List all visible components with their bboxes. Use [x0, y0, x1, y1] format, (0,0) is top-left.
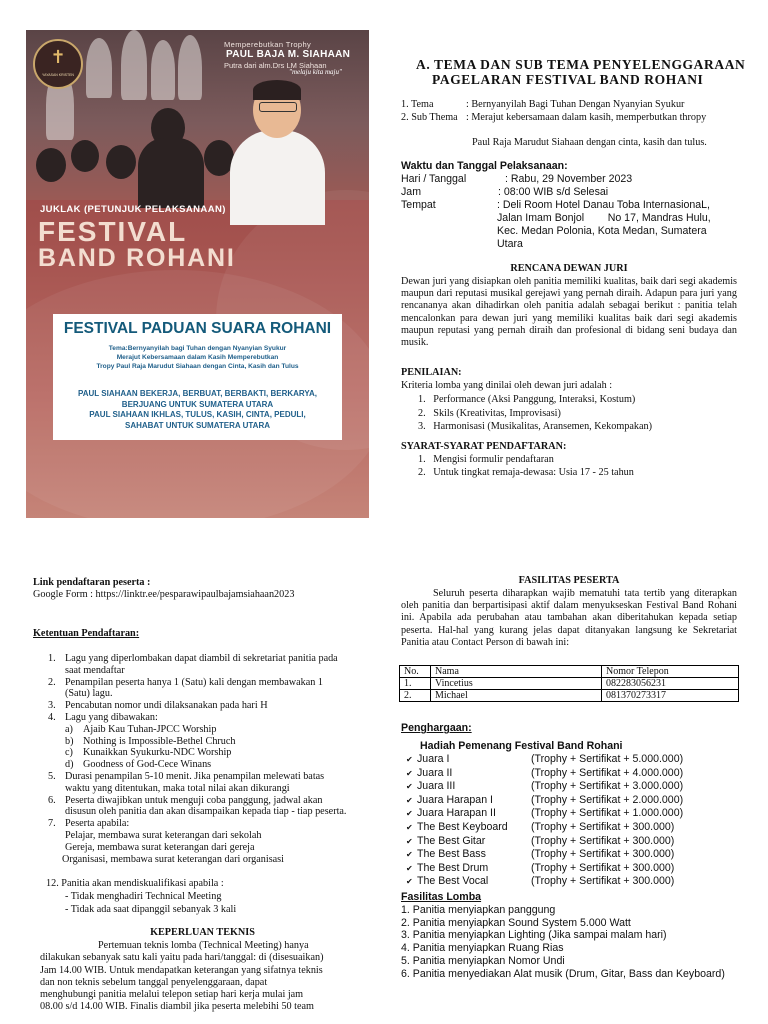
tempat-value: : Deli Room Hotel Danau Toba InternasionaL, Jalan Imam Bonjol No 17, Mandras Hulu, Kec. Medan Polonia, Kota Medan, Sumatera Utara: [497, 199, 711, 250]
tempat-label: Tempat: [401, 199, 436, 211]
check-icon: ✔: [406, 877, 413, 887]
tema-value: : Bernyanyilah Bagi Tuhan Dengan Nyanyian Syukur: [466, 99, 685, 110]
check-icon: ✔: [406, 836, 413, 846]
box-title: FESTIVAL PADUAN SUARA ROHANI: [63, 320, 332, 337]
prize-row: ✔ The Best Bass (Trophy + Sertifikat + 300.000): [406, 848, 675, 861]
dewan-heading: RENCANA DEWAN JURI: [510, 263, 628, 274]
poster-logo: ✝ YAYASAN KRISTEN: [33, 39, 83, 89]
prize-row: ✔ Juara Harapan II (Trophy + Sertifikat + 1.000.000): [406, 807, 684, 820]
check-icon: ✔: [406, 809, 413, 819]
prize-list: [406, 753, 683, 889]
penilaian-intro: Kriteria lomba yang dinilai oleh dewan juri adalah :: [401, 380, 613, 391]
check-icon: ✔: [406, 850, 413, 860]
ketentuan-list: [48, 653, 372, 865]
tema-heading-2: PAGELARAN FESTIVAL BAND ROHANI: [432, 72, 704, 87]
fasilitas-heading: FASILITAS PESERTA: [518, 575, 620, 586]
ketentuan-item: 3. Pencabutan nomor undi dilaksanakan pada hari H: [48, 700, 268, 712]
ketentuan-item: 1. Lagu yang diperlombakan dapat diambil di sekretariat panitia pada saat mendaftar: [48, 653, 338, 676]
jam-value: : 08:00 WIB s/d Selesai: [498, 186, 609, 198]
prize-row: ✔ Juara II (Trophy + Sertifikat + 4.000.000): [406, 766, 684, 779]
ketentuan-item: 4. Lagu yang dibawakan:: [48, 711, 158, 723]
dewan-body: Dewan juri yang disiapkan oleh panitia memiliki kualitas, baik dari segi akademis maupun dari reputasi musikal gerejawi yang pernah diraih. Adapun para juri yang rencananya akan dihadirkan oleh panitia adalah sebagai berikut : panitia telah mencalonkan para dewan juri yang memiliki kualitas baik dari segi akademis maupun reputasi yang pernah diraih dan profesional di bidang seni budaya dan musik.: [401, 276, 737, 349]
list-item: 6. Panitia menyediakan Alat musik (Drum, Gitar, Bass dan Keyboard): [401, 967, 725, 980]
table-row: 2. Michael 081370273317: [400, 690, 739, 702]
table-header-row: No. Nama Nomor Telepon: [400, 666, 739, 678]
jam-label: Jam: [401, 186, 422, 198]
man-figure: [230, 130, 325, 225]
penilaian-list: [418, 393, 652, 434]
box-slogan: PAUL SIAHAAN BEKERJA, BERBUAT, BERBAKTI, BERKARYA, BERJUANG UNTUK SUMATERA UTARA PAUL SIAHAAN IKHLAS, TULUS, KASIH, CINTA, PEDULI, SAHABAT UNTUK SUMATERA UTARA: [78, 389, 317, 430]
ketentuan-heading: Ketentuan Pendaftaran:: [33, 628, 140, 639]
box-theme: Tema:Bernyanyilah bagi Tuhan dengan Nyanyian Syukur Merajut Kebersamaan dalam Kasih Memperebutkan Tropy Paul Raja Marudut Siahaan dengan Cinta, Kasih dan Tulus: [96, 345, 299, 370]
check-icon: ✔: [406, 795, 413, 805]
prize-row: ✔ The Best Keyboard (Trophy + Sertifikat + 300.000): [406, 820, 675, 833]
syarat-item: 1. Mengisi formulir pendaftaran: [418, 454, 554, 465]
teknis-heading: KEPERLUAN TEKNIS: [150, 927, 255, 938]
prize-row: ✔ Juara I (Trophy + Sertifikat + 5.000.000): [406, 753, 684, 765]
song-item: b) Nothing is Impossible-Bethel Chruch: [65, 735, 236, 747]
syarat-item: 2. Untuk tingkat remaja-dewasa: Usia 17 - 25 tahun: [418, 466, 634, 478]
lomba-heading: Fasilitas Lomba: [401, 891, 482, 903]
ketentuan-item: 7. Peserta apabila: Pelajar, membawa surat keterangan dari sekolah Gereja, membawa surat keterangan dari gereja Organisasi, membawa surat keterangan dari organisasi: [48, 818, 284, 865]
prize-row: ✔ Juara III (Trophy + Sertifikat + 3.000.000): [406, 780, 684, 793]
song-item: d) Goodness of God-Cece Winans: [65, 759, 212, 771]
penilaian-item: 2. Skils (Kreativitas, Improvisasi): [418, 407, 561, 419]
syarat-list: [418, 454, 634, 479]
penilaian-item: 1. Performance (Aksi Panggung, Interaksi, Kostum): [418, 394, 636, 405]
teknis-body: Pertemuan teknis lomba (Technical Meeting) hanya dilakukan sebanyak satu kali yaitu pada hari/tanggal: di (disesuaikan) Jam 14.00 WIB. Untuk mendapatkan keterangan yang sifatnya teknis dan non teknis sebelum tanggal penyelenggaraan, dapat menghubungi panitia melalui telepon setiap hari kerja mulai jam 08.00 s/d 14.00 WIB. Finalis diambil jika peserta melebihi 50 team: [40, 940, 324, 1013]
trophy-sub: Putra dari alm.Drs LM Siahaan: [224, 61, 327, 70]
check-icon: ✔: [406, 755, 413, 764]
prize-row: ✔ The Best Gitar (Trophy + Sertifikat + 300.000): [406, 834, 675, 847]
check-icon: ✔: [406, 822, 413, 832]
ketentuan-item-12-subs: - Tidak menghadiri Technical Meeting - Tidak ada saat dipanggil sebanyak 3 kali: [65, 891, 237, 915]
table-row: 1. Vincetius 082283056231: [400, 678, 739, 690]
ketentuan-item: 5. Durasi penampilan 5-10 menit. Jika penampilan melewati batas waktu yang ditentukan, maka total nilai akan dikurangi: [48, 770, 325, 794]
festival-title: FESTIVAL: [38, 216, 188, 247]
list-item: 3. Panitia menyiapkan Lighting (Jika sampai malam hari): [401, 929, 667, 942]
song-list: [48, 724, 372, 771]
tema-heading-1: A. TEMA DAN SUB TEMA PENYELENGGARAAN: [416, 57, 746, 72]
hari-value: : Rabu, 29 November 2023: [505, 173, 633, 185]
fasilitas-body: Seluruh peserta diharapkan wajib mematuhi tata tertib yang diterapkan oleh panitia dan berpartisipasi aktif dalam menyukseskan Festival Band Rohani ini. Apabila ada perubahan atau tambahan akan diberitahukan kepada setiap peserta. Hal-hal yang kurang jelas dapat ditanyakan langsung ke Sekretariat Panitia atau Contact Person di bawah ini:: [401, 588, 737, 648]
ketentuan-item: 2. Penampilan peserta hanya 1 (Satu) kali dengan membawakan 1 (Satu) lagu.: [48, 676, 323, 700]
trophy-label: Memperebutkan Trophy: [224, 40, 312, 49]
prize-row: ✔ The Best Vocal (Trophy + Sertifikat + 300.000): [406, 875, 675, 888]
poster-info-box: [53, 314, 342, 440]
list-item: 5. Panitia menyiapkan Nomor Undi: [401, 954, 565, 967]
subtema-value: : Merajut kebersamaan dalam kasih, memperbutkan thropy: [466, 112, 707, 123]
subtema-cont: Paul Raja Marudut Siahaan dengan cinta, kasih dan tulus.: [472, 137, 707, 148]
trophy-name: PAUL BAJA M. SIAHAAN: [226, 49, 351, 60]
waktu-heading: Waktu dan Tanggal Pelaksanaan:: [401, 160, 568, 172]
check-icon: ✔: [406, 863, 413, 873]
song-item: a) Ajaib Kau Tuhan-JPCC Worship: [65, 723, 217, 735]
link-heading: Link pendaftaran peserta :: [33, 577, 151, 588]
syarat-heading: SYARAT-SYARAT PENDAFTARAN:: [401, 441, 567, 452]
band-rohani-title: BAND ROHANI: [38, 244, 236, 272]
hari-label: Hari / Tanggal: [401, 173, 467, 185]
penghargaan-subheading: Hadiah Pemenang Festival Band Rohani: [420, 740, 623, 752]
contact-table: [399, 665, 739, 702]
ketentuan-item: 6. Peserta diwajibkan untuk menguji coba panggung, jadwal akan disusun oleh panitia dan akan disampaikan kepada tiap - tiap peserta.: [48, 794, 347, 818]
penilaian-item: 3. Harmonisasi (Musikalitas, Aransemen, Kekompakan): [418, 421, 652, 432]
check-icon: ✔: [406, 782, 413, 792]
link-value: Google Form : https://linktr.ee/pesparawipaulbajamsiahaan2023: [33, 589, 295, 600]
prize-row: ✔ Juara Harapan I (Trophy + Sertifikat + 2.000.000): [406, 793, 684, 806]
prize-row: ✔ The Best Drum (Trophy + Sertifikat + 300.000): [406, 861, 675, 874]
subtema-label: 2. Sub Thema: [401, 112, 458, 123]
list-item: 1. Panitia menyiapkan panggung: [401, 904, 556, 916]
lomba-list: [401, 904, 725, 980]
check-icon: ✔: [406, 768, 413, 778]
list-item: 4. Panitia menyiapkan Ruang Rias: [401, 942, 564, 955]
penghargaan-heading: Penghargaan:: [401, 722, 472, 734]
juklak-title: JUKLAK (PETUNJUK PELAKSANAAN): [40, 204, 226, 215]
ketentuan-item-12: 12. Panitia akan mendiskualifikasi apabila :: [46, 878, 224, 889]
festival-poster: [26, 30, 369, 518]
penilaian-heading: PENILAIAN:: [401, 367, 462, 378]
tema-label: 1. Tema: [401, 99, 434, 110]
poster-slogan: "melaju kita maju": [289, 68, 342, 76]
song-item: c) Kunaikkan Syukurku-NDC Worship: [65, 747, 232, 759]
list-item: 2. Panitia menyiapkan Sound System 5.000 Watt: [401, 916, 631, 929]
